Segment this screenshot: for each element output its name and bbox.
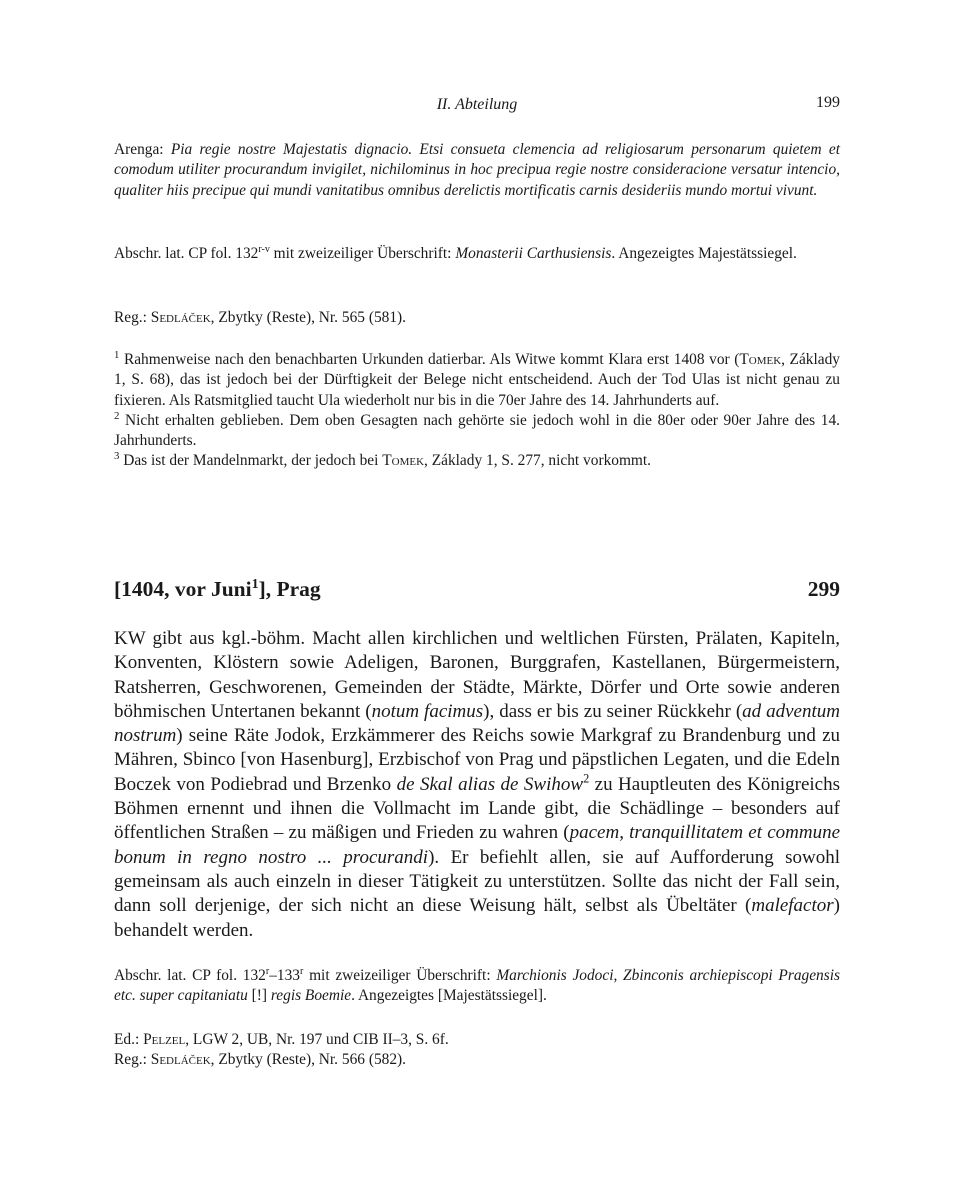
regest-latin: pacem, tranquillitatem et commune bonum in regno nostro ... procurandi: [114, 822, 841, 868]
regest-latin: ad adventum nostrum: [114, 700, 840, 747]
footnote-author: Tomek: [382, 452, 425, 470]
regest-latin: notum facimus: [371, 700, 484, 722]
abschr-text: –133: [269, 967, 300, 984]
regest-footnote-mark: 2: [583, 771, 590, 786]
entry-date-place: [114, 577, 321, 602]
entry-number: 299: [807, 577, 840, 601]
running-head: II. Abteilung: [436, 96, 518, 113]
arenga-paragraph: [114, 140, 840, 201]
arenga-text: Pia regie nostre Majestatis dignacio. Etsi consueta clemencia ad religiosarum personarum quietem et comodum utiliter procurandum invigilet, nichilominus in hoc precipua regie nostre consideracione versatur intencio, qualiter hiis precipue qui mundi vanitatibus omnibus derelictis mortificatis carnis desideriis mundo mortui vivunt.: [114, 141, 840, 199]
footnote-text: Nicht erhalten geblieben. Dem oben Gesagten nach gehörte sie jedoch wohl in die 80er oder 90er Jahre des 14. Jahrhunderts.: [114, 411, 840, 450]
abschr-prev-folio-sup: r-v: [258, 243, 270, 255]
footnote-2: [114, 411, 840, 452]
footnotes: [114, 350, 840, 472]
footnote-mark: 3: [114, 450, 120, 463]
reg-previous-entry: [114, 308, 840, 328]
regest-text: ), dass er bis zu seiner Rückkehr (: [483, 700, 743, 722]
reg-line: [114, 1050, 840, 1070]
footnote-text: Das ist der Mandelnmarkt, der jedoch bei: [119, 452, 383, 470]
abschr-text: mit zweizeiliger Überschrift:: [303, 967, 497, 984]
abschr-prev-text: Abschr. lat. CP fol. 132: [114, 245, 259, 262]
ed-label: Ed.:: [114, 1031, 144, 1048]
ed-author: Pelzel: [143, 1031, 186, 1048]
regest-text: KW gibt aus kgl.-böhm. Macht allen kirchlichen und weltlichen Fürsten, Prälaten, Kapiteln, Konventen, Klöstern sowie Adeligen, Baronen, Burggrafen, Kastellanen, Bürgermeistern, Ratsherren, Geschworenen, Gemeinden der Städte, Märkte, Dörfer und Orte sowie anderen böhmischen Untertanen bekannt (: [114, 628, 840, 722]
arenga-label: Arenga:: [114, 141, 164, 158]
entry-place: ], Prag: [258, 577, 321, 601]
page-number: 199: [816, 94, 840, 111]
regest-text: ) seine Räte Jodok, Erzkämmerer des Reichs sowie Markgraf zu Brandenburg und zu Mähren, Sbinco [von Hasenburg], Erzbischof von Prag und päpstlichen Legaten, und die Edeln Boczek von Podiebrad und Brzenko: [114, 725, 840, 795]
abschr-entry: [114, 966, 840, 1007]
entry-footnote-mark: 1: [251, 576, 259, 592]
reg-prev-author: Sedláček: [150, 309, 211, 326]
footnote-mark: 2: [114, 409, 120, 422]
ed-line: [114, 1030, 840, 1050]
footnote-text: , Základy 1, S. 277, nicht vorkommt.: [424, 452, 652, 470]
abschr-folio-sup: r: [300, 965, 304, 977]
abschr-folio-sup: r: [265, 965, 270, 977]
footnote-text: Rahmenweise nach den benachbarten Urkunden datierbar. Als Witwe kommt Klara erst 1408 vor (: [119, 351, 740, 368]
reg-prev-label: Reg.:: [114, 309, 151, 326]
regest-latin: de Skal alias de Swihow: [396, 773, 584, 795]
regest-text: ) behandelt werden.: [114, 895, 840, 941]
entry-date: [1404, vor Juni: [114, 577, 252, 601]
reg-label: Reg.:: [114, 1051, 151, 1069]
footnote-text: , Základy 1, S. 68), das ist jedoch bei der Dürftigkeit der Belege nicht entscheidend. Auch der Tod Ulas ist nicht genau zu fixieren. Als Ratsmitglied taucht Ula wiederholt nur bis in die 70er Jahre des 14. Jahrhunderts auf.: [114, 351, 840, 409]
editions-registers: [114, 1030, 840, 1071]
regest-paragraph: [114, 627, 840, 943]
page-header: [114, 92, 840, 118]
abschr-prev-text-3: . Angezeigtes Majestätssiegel.: [611, 245, 797, 262]
abschr-text: Abschr. lat. CP fol. 132: [114, 967, 266, 984]
abschr-text: [!]: [247, 987, 271, 1005]
entry-heading: [114, 577, 840, 607]
regest-text: zu Hauptleuten des Königreichs Böhmen ernennt und ihnen die Vollmacht im Lande gibt, die Schädlinge – besonders auf öffentlichen Straßen – zu mäßigen und Frieden zu wahren (: [114, 773, 841, 844]
reg-text: , Zbytky (Reste), Nr. 566 (582).: [210, 1051, 406, 1069]
abschr-previous-entry: [114, 244, 840, 264]
regest-latin: malefactor: [751, 895, 834, 917]
regest-text: ). Er befiehlt allen, sie auf Aufforderung sowohl gemeinsam als auch einzeln in dieser Tätigkeit zu unterstützen. Sollte das nicht der Fall sein, dann soll derjenige, der sich nicht an diese Weisung hält, selbst als Übeltäter (: [114, 846, 841, 917]
footnote-3: [114, 451, 840, 471]
footnote-author: Tomek: [739, 351, 782, 368]
reg-prev-text: , Zbytky (Reste), Nr. 565 (581).: [210, 309, 406, 326]
reg-author: Sedláček: [150, 1051, 211, 1069]
abschr-heading: regis Boemie: [270, 987, 352, 1005]
abschr-prev-text-2: mit zweizeiliger Überschrift:: [269, 245, 456, 262]
footnote-1: [114, 350, 840, 411]
abschr-text: . Angezeigtes [Majestätssiegel].: [351, 987, 547, 1005]
abschr-heading: Marchionis Jodoci, Zbinconis archiepiscopi Pragensis etc. super capitaniatu: [114, 967, 840, 1005]
abschr-prev-heading: Monasterii Carthusiensis: [455, 245, 612, 262]
footnote-mark: 1: [114, 348, 120, 361]
ed-text: , LGW 2, UB, Nr. 197 und CIB II–3, S. 6f.: [185, 1031, 449, 1048]
